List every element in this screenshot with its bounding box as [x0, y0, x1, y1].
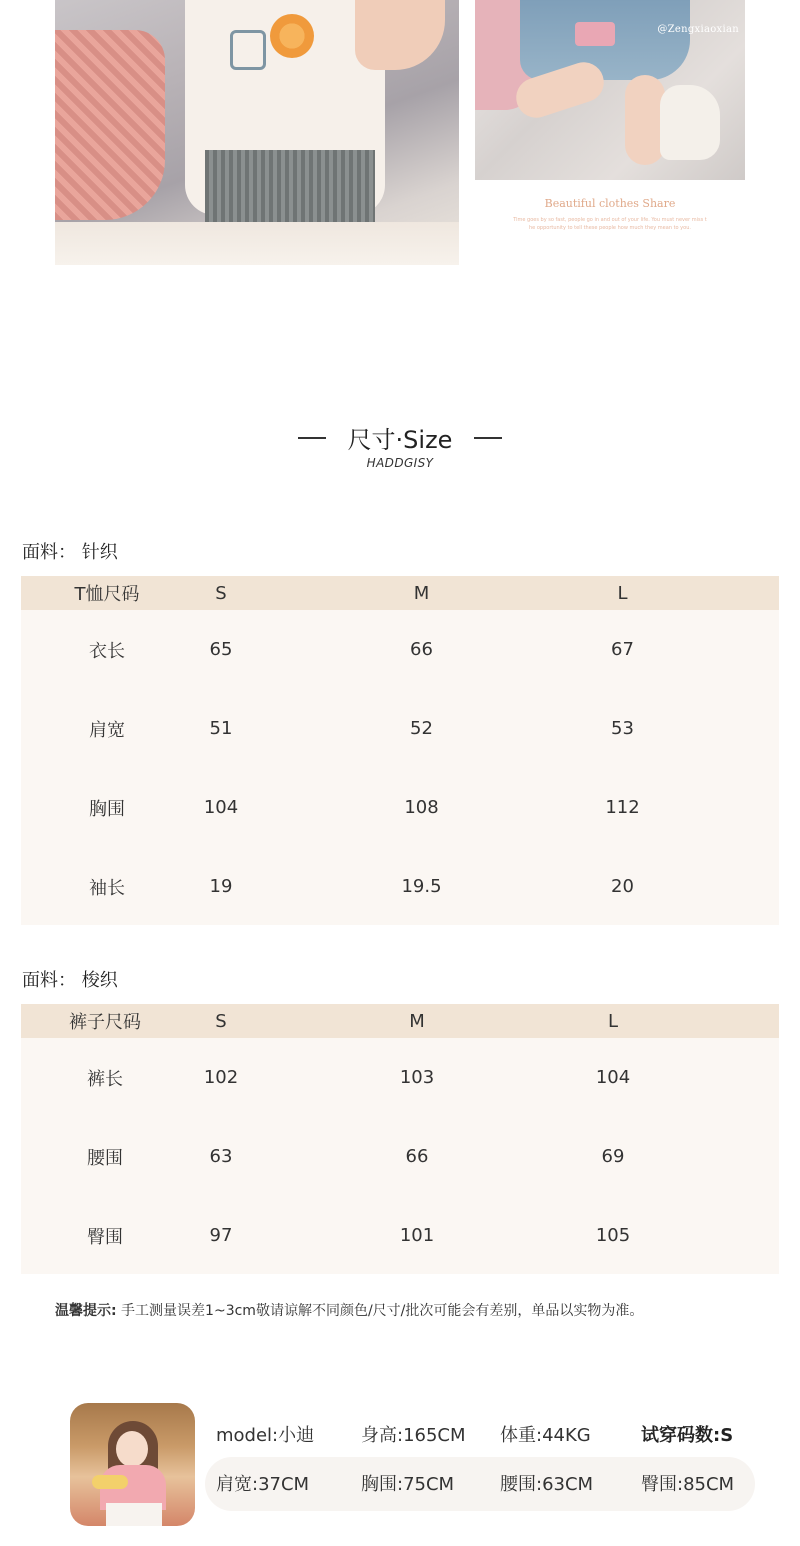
- size-subtitle: HADDGISY: [366, 456, 434, 470]
- header-cell: T恤尺码: [74, 584, 140, 605]
- cell-l: 112: [605, 797, 640, 818]
- table-row: [21, 768, 779, 847]
- table-row: [21, 1038, 779, 1117]
- row-label: 袖长: [89, 877, 125, 899]
- cell-l: 69: [601, 1146, 625, 1167]
- cell-m: 103: [399, 1067, 435, 1088]
- product-photo-front: [55, 0, 459, 265]
- cell-m: 19.5: [401, 876, 442, 897]
- header-cell: M: [413, 582, 430, 604]
- header-cell: L: [607, 1010, 619, 1032]
- cell-l: 104: [595, 1067, 631, 1088]
- size-heading: [0, 420, 800, 470]
- table-header: [21, 576, 779, 610]
- row-label: 衣长: [89, 640, 125, 662]
- cell-m: 66: [410, 639, 433, 660]
- face-graphic: [116, 1431, 148, 1467]
- row-label: 裤长: [87, 1068, 123, 1090]
- share-subtitle-line-2: he opportunity to tell these people how much they mean to you.: [529, 225, 691, 231]
- tshirt-size-table: [21, 576, 779, 925]
- cell-s: 51: [209, 718, 233, 739]
- cell-l: 67: [611, 639, 634, 660]
- model-height: 身高:165CM: [361, 1425, 466, 1446]
- photo-watermark: @Zengxiaoxian: [657, 24, 739, 35]
- pants-size-table: [21, 1004, 779, 1274]
- phone-graphic: [575, 22, 615, 46]
- cell-s: 65: [209, 639, 233, 660]
- cell-m: 52: [410, 718, 433, 739]
- model-shoulder: 肩宽:37CM: [216, 1474, 310, 1495]
- header-cell: 裤子尺码: [69, 1012, 141, 1033]
- share-title: Beautiful clothes Share: [544, 197, 676, 210]
- cell-l: 105: [595, 1225, 631, 1246]
- row-label: 肩宽: [89, 719, 125, 741]
- model-hip: 臀围:85CM: [641, 1474, 735, 1495]
- model-waist: 腰围:63CM: [500, 1474, 594, 1495]
- leg-graphic: [625, 75, 665, 165]
- row-label: 腰围: [87, 1147, 123, 1169]
- cup-print-graphic: [230, 30, 266, 70]
- tray-graphic: [92, 1475, 128, 1489]
- measurement-tip: [55, 1300, 643, 1320]
- right-dash: [474, 437, 502, 439]
- row-label: 胸围: [89, 798, 125, 820]
- cell-l: 53: [611, 718, 634, 739]
- tip-label: 温馨提示:: [55, 1303, 117, 1319]
- table-row: [21, 1117, 779, 1196]
- cell-s: 97: [209, 1225, 233, 1246]
- product-photo-detail: [475, 0, 745, 180]
- cell-l: 20: [611, 876, 634, 897]
- cell-m: 101: [399, 1225, 435, 1246]
- pants-fabric-label: 面料： 梭织: [22, 970, 118, 991]
- arm-graphic: [355, 0, 445, 70]
- cell-s: 63: [209, 1146, 233, 1167]
- table-header: [21, 1004, 779, 1038]
- orange-print-graphic: [270, 14, 314, 58]
- model-size-tried: 试穿码数:S: [641, 1425, 734, 1446]
- header-cell: S: [215, 1010, 227, 1032]
- table-row: [21, 689, 779, 768]
- shoe-graphic: [660, 85, 720, 160]
- table-row: [21, 610, 779, 689]
- model-photo: [70, 1403, 195, 1526]
- model-bust: 胸围:75CM: [361, 1474, 455, 1495]
- pants-graphic: [205, 150, 375, 230]
- tip-text: 手工测量误差1~3cm敬请谅解不同颜色/尺寸/批次可能会有差别，单品以实物为准。: [116, 1303, 644, 1319]
- cell-s: 102: [203, 1067, 239, 1088]
- cell-m: 66: [405, 1146, 429, 1167]
- knit-bag-graphic: [55, 30, 165, 220]
- share-subtitle-line-1: Time goes by so fast, people go in and out of your life. You must never miss t: [513, 217, 707, 223]
- row-label: 臀围: [87, 1226, 123, 1248]
- model-weight: 体重:44KG: [500, 1425, 591, 1446]
- table-row: [21, 1196, 779, 1275]
- model-name: model:小迪: [216, 1425, 315, 1446]
- skirt-graphic: [106, 1503, 162, 1526]
- left-dash: [298, 437, 326, 439]
- table-row: [21, 847, 779, 926]
- header-cell: M: [409, 1010, 425, 1032]
- cell-m: 108: [404, 797, 439, 818]
- header-cell: L: [617, 582, 628, 604]
- size-title: 尺寸·Size: [347, 426, 453, 454]
- cell-s: 19: [209, 876, 233, 897]
- marble-counter-graphic: [55, 222, 459, 265]
- header-cell: S: [215, 582, 227, 604]
- cell-s: 104: [203, 797, 239, 818]
- tshirt-fabric-label: 面料： 针织: [22, 542, 118, 563]
